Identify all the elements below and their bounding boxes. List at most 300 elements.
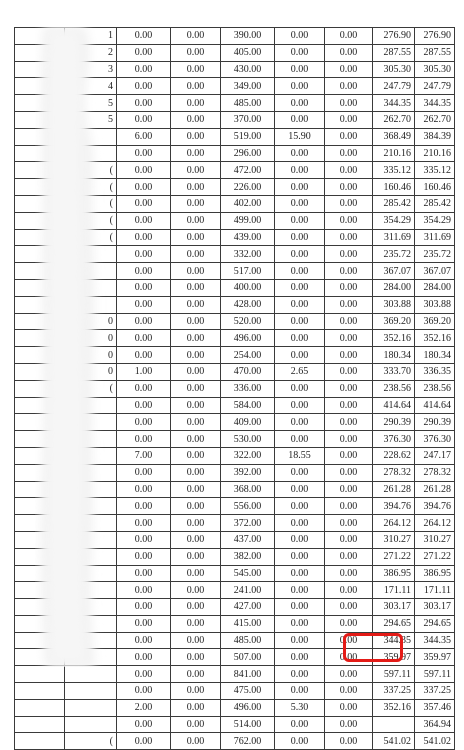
table-cell bbox=[15, 615, 65, 632]
table-cell: 0.00 bbox=[117, 464, 171, 481]
table-cell: 0.00 bbox=[117, 263, 171, 280]
table-cell: 430.00 bbox=[221, 61, 275, 78]
table-cell: 0.00 bbox=[117, 666, 171, 683]
table-cell: 0.00 bbox=[171, 380, 221, 397]
table-cell: 0.00 bbox=[171, 565, 221, 582]
table-cell: 0.00 bbox=[275, 78, 325, 95]
table-cell: 0.00 bbox=[171, 330, 221, 347]
table-cell: 0.00 bbox=[325, 548, 373, 565]
table-cell: 0.00 bbox=[171, 44, 221, 61]
table-cell: 394.76 bbox=[415, 498, 455, 515]
table-cell: 0.00 bbox=[325, 195, 373, 212]
table-cell: 0.00 bbox=[325, 397, 373, 414]
table-cell bbox=[15, 279, 65, 296]
table-row bbox=[15, 28, 455, 45]
table-row bbox=[15, 195, 455, 212]
table-cell: 7.00 bbox=[117, 447, 171, 464]
table-cell: 2 bbox=[65, 44, 117, 61]
table-cell: 382.00 bbox=[221, 548, 275, 565]
table-cell: 0.00 bbox=[117, 61, 171, 78]
table-cell bbox=[15, 296, 65, 313]
table-row bbox=[15, 128, 455, 145]
table-cell: 322.00 bbox=[221, 447, 275, 464]
table-cell: 344.35 bbox=[415, 632, 455, 649]
table-cell: 0.00 bbox=[171, 128, 221, 145]
table-cell: 2.65 bbox=[275, 363, 325, 380]
table-cell: 276.90 bbox=[415, 28, 455, 45]
table-cell: 0.00 bbox=[117, 380, 171, 397]
table-cell: 0.00 bbox=[171, 61, 221, 78]
table-cell: 0.00 bbox=[117, 548, 171, 565]
table-cell: 238.56 bbox=[373, 380, 415, 397]
table-cell: 0.00 bbox=[325, 615, 373, 632]
table-cell: 0.00 bbox=[275, 162, 325, 179]
table-row bbox=[15, 145, 455, 162]
table-cell: 0.00 bbox=[325, 683, 373, 700]
table-cell: 0.00 bbox=[117, 683, 171, 700]
table-cell: 0.00 bbox=[117, 649, 171, 666]
table-cell: 0.00 bbox=[171, 615, 221, 632]
table-cell: 0.00 bbox=[325, 498, 373, 515]
table-row bbox=[15, 447, 455, 464]
table-row bbox=[15, 649, 455, 666]
table-cell: 367.07 bbox=[415, 263, 455, 280]
table-cell: 0.00 bbox=[325, 431, 373, 448]
table-cell: 541.02 bbox=[415, 733, 455, 750]
table-cell: 472.00 bbox=[221, 162, 275, 179]
table-cell bbox=[65, 632, 117, 649]
table-cell: 0.00 bbox=[117, 414, 171, 431]
table-cell: 0.00 bbox=[275, 464, 325, 481]
data-table bbox=[14, 27, 455, 750]
table-cell: 0.00 bbox=[325, 61, 373, 78]
table-cell bbox=[15, 61, 65, 78]
table-row bbox=[15, 431, 455, 448]
table-cell: 0.00 bbox=[171, 582, 221, 599]
table-row bbox=[15, 212, 455, 229]
table-cell: 344.35 bbox=[415, 95, 455, 112]
table-cell: 0.00 bbox=[171, 263, 221, 280]
table-cell: 278.32 bbox=[415, 464, 455, 481]
table-cell bbox=[65, 481, 117, 498]
table-cell: 210.16 bbox=[415, 145, 455, 162]
table-cell: 0.00 bbox=[275, 397, 325, 414]
table-cell: 294.65 bbox=[415, 615, 455, 632]
table-cell bbox=[15, 464, 65, 481]
table-cell: 597.11 bbox=[415, 666, 455, 683]
table-cell: 0.00 bbox=[171, 313, 221, 330]
table-cell: 0.00 bbox=[117, 111, 171, 128]
table-cell: 0.00 bbox=[117, 179, 171, 196]
table-cell: 369.20 bbox=[415, 313, 455, 330]
table-cell bbox=[15, 565, 65, 582]
table-cell: 352.16 bbox=[415, 330, 455, 347]
table-cell: 0.00 bbox=[171, 733, 221, 750]
table-cell: 485.00 bbox=[221, 95, 275, 112]
table-cell: 344.35 bbox=[373, 95, 415, 112]
table-cell: 0.00 bbox=[171, 649, 221, 666]
table-cell bbox=[65, 414, 117, 431]
table-cell bbox=[15, 447, 65, 464]
table-cell: 0.00 bbox=[171, 162, 221, 179]
table-cell: 1.00 bbox=[117, 363, 171, 380]
table-cell bbox=[65, 246, 117, 263]
table-cell: 0.00 bbox=[275, 649, 325, 666]
table-cell: 0.00 bbox=[325, 313, 373, 330]
table-cell: 0.00 bbox=[275, 414, 325, 431]
table-cell: 0.00 bbox=[275, 313, 325, 330]
table-cell: 271.22 bbox=[415, 548, 455, 565]
table-cell bbox=[15, 431, 65, 448]
table-cell: 0.00 bbox=[275, 481, 325, 498]
table-cell: 305.30 bbox=[373, 61, 415, 78]
table-cell: 0.00 bbox=[117, 515, 171, 532]
table-cell bbox=[65, 531, 117, 548]
table-cell: 0.00 bbox=[325, 565, 373, 582]
table-cell: 0.00 bbox=[171, 28, 221, 45]
table-cell bbox=[65, 498, 117, 515]
table-cell: 0.00 bbox=[325, 145, 373, 162]
table-cell bbox=[65, 128, 117, 145]
table-cell: 0.00 bbox=[275, 347, 325, 364]
table-cell bbox=[15, 699, 65, 716]
table-cell: 0.00 bbox=[117, 565, 171, 582]
table-cell bbox=[373, 716, 415, 733]
table-cell: 369.20 bbox=[373, 313, 415, 330]
table-cell: 294.65 bbox=[373, 615, 415, 632]
table-cell bbox=[15, 716, 65, 733]
table-cell: 0.00 bbox=[171, 78, 221, 95]
table-cell: 394.76 bbox=[373, 498, 415, 515]
table-cell: 0 bbox=[65, 347, 117, 364]
table-cell: ( bbox=[65, 229, 117, 246]
table-cell bbox=[15, 195, 65, 212]
table-cell: 0.00 bbox=[171, 279, 221, 296]
table-cell: 171.11 bbox=[373, 582, 415, 599]
table-cell: 519.00 bbox=[221, 128, 275, 145]
table-cell bbox=[65, 699, 117, 716]
table-cell: 0.00 bbox=[325, 515, 373, 532]
table-cell: 264.12 bbox=[373, 515, 415, 532]
table-cell: 0.00 bbox=[171, 666, 221, 683]
table-cell: 2.00 bbox=[117, 699, 171, 716]
table-cell: 0.00 bbox=[117, 162, 171, 179]
table-cell: 0.00 bbox=[171, 195, 221, 212]
table-cell bbox=[15, 28, 65, 45]
table-row bbox=[15, 44, 455, 61]
table-cell: 261.28 bbox=[415, 481, 455, 498]
table-cell: 261.28 bbox=[373, 481, 415, 498]
table-cell: 0.00 bbox=[325, 246, 373, 263]
table-cell: 0.00 bbox=[171, 716, 221, 733]
table-row bbox=[15, 363, 455, 380]
table-cell: 303.17 bbox=[373, 599, 415, 616]
table-cell: 160.46 bbox=[415, 179, 455, 196]
table-cell: 337.25 bbox=[373, 683, 415, 700]
table-row bbox=[15, 279, 455, 296]
table-cell: 284.00 bbox=[415, 279, 455, 296]
table-cell bbox=[15, 414, 65, 431]
table-cell: 1 bbox=[65, 28, 117, 45]
table-cell: 247.79 bbox=[373, 78, 415, 95]
table-cell: 0.00 bbox=[117, 531, 171, 548]
table-cell: 276.90 bbox=[373, 28, 415, 45]
table-cell bbox=[15, 498, 65, 515]
table-cell: 6.00 bbox=[117, 128, 171, 145]
table-cell: 541.02 bbox=[373, 733, 415, 750]
table-cell: 0.00 bbox=[117, 296, 171, 313]
table-cell: 238.56 bbox=[415, 380, 455, 397]
table-cell: 226.00 bbox=[221, 179, 275, 196]
table-cell: 0.00 bbox=[325, 582, 373, 599]
table-row bbox=[15, 229, 455, 246]
table-cell: 210.16 bbox=[373, 145, 415, 162]
table-cell: 352.16 bbox=[373, 330, 415, 347]
table-cell: 235.72 bbox=[415, 246, 455, 263]
table-cell: 296.00 bbox=[221, 145, 275, 162]
table-cell: 354.29 bbox=[373, 212, 415, 229]
table-cell bbox=[65, 279, 117, 296]
table-cell: 392.00 bbox=[221, 464, 275, 481]
table-cell: 0.00 bbox=[325, 263, 373, 280]
table-row bbox=[15, 716, 455, 733]
table-cell: 0.00 bbox=[275, 229, 325, 246]
table-cell: ( bbox=[65, 179, 117, 196]
table-cell: 485.00 bbox=[221, 632, 275, 649]
table-cell: 0.00 bbox=[171, 179, 221, 196]
table-cell: 0.00 bbox=[325, 363, 373, 380]
table-cell: 311.69 bbox=[415, 229, 455, 246]
table-cell: 287.55 bbox=[373, 44, 415, 61]
table-row bbox=[15, 347, 455, 364]
expense-table-sheet bbox=[14, 27, 451, 750]
table-cell bbox=[15, 179, 65, 196]
table-cell: 0.00 bbox=[117, 279, 171, 296]
table-cell: 0.00 bbox=[325, 481, 373, 498]
table-cell: ( bbox=[65, 212, 117, 229]
table-cell: 5.30 bbox=[275, 699, 325, 716]
table-cell bbox=[65, 447, 117, 464]
table-cell: 0.00 bbox=[325, 296, 373, 313]
table-row bbox=[15, 565, 455, 582]
table-cell: 470.00 bbox=[221, 363, 275, 380]
table-cell: 402.00 bbox=[221, 195, 275, 212]
table-cell bbox=[15, 162, 65, 179]
table-cell: 335.12 bbox=[415, 162, 455, 179]
table-row bbox=[15, 313, 455, 330]
table-cell: 0.00 bbox=[275, 498, 325, 515]
table-cell: 5 bbox=[65, 95, 117, 112]
table-cell: 0.00 bbox=[325, 716, 373, 733]
table-cell: 262.70 bbox=[373, 111, 415, 128]
table-cell bbox=[65, 431, 117, 448]
table-cell: 3 bbox=[65, 61, 117, 78]
table-row bbox=[15, 733, 455, 750]
table-row bbox=[15, 548, 455, 565]
table-cell: 0.00 bbox=[171, 699, 221, 716]
table-cell: 0.00 bbox=[325, 330, 373, 347]
table-cell: 0.00 bbox=[325, 212, 373, 229]
table-cell bbox=[15, 229, 65, 246]
table-row bbox=[15, 632, 455, 649]
table-cell: 475.00 bbox=[221, 683, 275, 700]
table-cell: 254.00 bbox=[221, 347, 275, 364]
table-cell: 762.00 bbox=[221, 733, 275, 750]
table-cell: 0.00 bbox=[117, 431, 171, 448]
table-cell: 336.00 bbox=[221, 380, 275, 397]
table-cell: 386.95 bbox=[415, 565, 455, 582]
table-cell: 310.27 bbox=[415, 531, 455, 548]
table-row bbox=[15, 615, 455, 632]
table-cell: 368.49 bbox=[373, 128, 415, 145]
table-cell: 0.00 bbox=[275, 111, 325, 128]
table-cell: 247.17 bbox=[415, 447, 455, 464]
table-row bbox=[15, 78, 455, 95]
table-cell: 514.00 bbox=[221, 716, 275, 733]
table-cell: 0.00 bbox=[325, 229, 373, 246]
table-cell: 496.00 bbox=[221, 330, 275, 347]
table-cell bbox=[15, 363, 65, 380]
table-cell: 0.00 bbox=[171, 515, 221, 532]
table-cell: 262.70 bbox=[415, 111, 455, 128]
table-cell: 0.00 bbox=[325, 464, 373, 481]
table-cell: 428.00 bbox=[221, 296, 275, 313]
table-cell: 0.00 bbox=[325, 179, 373, 196]
table-cell: 0.00 bbox=[117, 330, 171, 347]
table-cell: 336.35 bbox=[415, 363, 455, 380]
table-cell bbox=[65, 649, 117, 666]
table-cell: 0.00 bbox=[275, 61, 325, 78]
table-cell bbox=[15, 78, 65, 95]
table-cell: 15.90 bbox=[275, 128, 325, 145]
table-cell: 180.34 bbox=[373, 347, 415, 364]
table-cell: 303.88 bbox=[415, 296, 455, 313]
table-cell: 264.12 bbox=[415, 515, 455, 532]
table-cell bbox=[15, 330, 65, 347]
table-row bbox=[15, 162, 455, 179]
table-cell bbox=[15, 347, 65, 364]
table-cell bbox=[15, 666, 65, 683]
table-cell: 439.00 bbox=[221, 229, 275, 246]
table-cell: 0.00 bbox=[171, 531, 221, 548]
table-cell: 310.27 bbox=[373, 531, 415, 548]
table-cell bbox=[15, 263, 65, 280]
table-cell: 0.00 bbox=[117, 733, 171, 750]
table-row bbox=[15, 246, 455, 263]
table-cell: 367.07 bbox=[373, 263, 415, 280]
table-cell: 0 bbox=[65, 330, 117, 347]
table-cell bbox=[15, 313, 65, 330]
table-cell bbox=[15, 397, 65, 414]
table-row bbox=[15, 498, 455, 515]
table-row bbox=[15, 464, 455, 481]
table-cell bbox=[15, 95, 65, 112]
table-cell: 597.11 bbox=[373, 666, 415, 683]
table-cell bbox=[65, 515, 117, 532]
table-cell bbox=[15, 380, 65, 397]
table-row bbox=[15, 666, 455, 683]
table-cell: 332.00 bbox=[221, 246, 275, 263]
table-cell: 0.00 bbox=[275, 683, 325, 700]
table-cell bbox=[15, 599, 65, 616]
table-cell: 359.97 bbox=[373, 649, 415, 666]
table-row bbox=[15, 531, 455, 548]
table-cell: 285.42 bbox=[415, 195, 455, 212]
table-cell: ( bbox=[65, 733, 117, 750]
table-cell: 171.11 bbox=[415, 582, 455, 599]
table-cell: 0.00 bbox=[275, 195, 325, 212]
table-cell: 0.00 bbox=[275, 531, 325, 548]
table-cell: 0.00 bbox=[275, 716, 325, 733]
table-cell: 303.17 bbox=[415, 599, 455, 616]
table-cell bbox=[15, 531, 65, 548]
table-cell: 0.00 bbox=[117, 95, 171, 112]
table-cell: 0.00 bbox=[325, 111, 373, 128]
table-cell: 160.46 bbox=[373, 179, 415, 196]
table-cell: 0.00 bbox=[275, 179, 325, 196]
table-cell: 584.00 bbox=[221, 397, 275, 414]
table-cell: 0.00 bbox=[275, 565, 325, 582]
table-cell: 0.00 bbox=[117, 212, 171, 229]
table-row bbox=[15, 380, 455, 397]
table-cell: 352.16 bbox=[373, 699, 415, 716]
table-cell: 337.25 bbox=[415, 683, 455, 700]
table-cell: 0.00 bbox=[117, 615, 171, 632]
table-cell bbox=[65, 145, 117, 162]
table-cell: 0.00 bbox=[171, 414, 221, 431]
table-cell bbox=[15, 145, 65, 162]
table-cell: 414.64 bbox=[373, 397, 415, 414]
table-cell bbox=[15, 515, 65, 532]
table-cell: 0.00 bbox=[325, 347, 373, 364]
table-cell bbox=[65, 716, 117, 733]
table-cell bbox=[65, 296, 117, 313]
table-cell bbox=[15, 582, 65, 599]
table-cell bbox=[15, 246, 65, 263]
table-cell: 0.00 bbox=[171, 481, 221, 498]
table-cell: 0.00 bbox=[325, 279, 373, 296]
table-cell: 349.00 bbox=[221, 78, 275, 95]
table-cell: 0.00 bbox=[325, 447, 373, 464]
table-cell: 520.00 bbox=[221, 313, 275, 330]
table-cell: ( bbox=[65, 195, 117, 212]
table-cell bbox=[65, 615, 117, 632]
table-cell: ( bbox=[65, 380, 117, 397]
table-cell: 0.00 bbox=[117, 229, 171, 246]
table-row bbox=[15, 515, 455, 532]
table-cell: 0.00 bbox=[275, 145, 325, 162]
table-cell: 0 bbox=[65, 363, 117, 380]
table-cell: ( bbox=[65, 162, 117, 179]
table-cell: 0.00 bbox=[325, 128, 373, 145]
table-cell: 0.00 bbox=[275, 431, 325, 448]
table-cell: 427.00 bbox=[221, 599, 275, 616]
table-cell: 0.00 bbox=[275, 615, 325, 632]
table-cell: 0.00 bbox=[171, 447, 221, 464]
table-row bbox=[15, 179, 455, 196]
table-cell: 0.00 bbox=[325, 599, 373, 616]
table-cell: 0.00 bbox=[171, 548, 221, 565]
table-cell: 530.00 bbox=[221, 431, 275, 448]
table-row bbox=[15, 414, 455, 431]
table-cell: 414.64 bbox=[415, 397, 455, 414]
table-cell: 0.00 bbox=[171, 464, 221, 481]
table-cell bbox=[65, 582, 117, 599]
table-cell: 0.00 bbox=[275, 28, 325, 45]
table-body bbox=[15, 28, 455, 750]
table-cell: 0.00 bbox=[325, 44, 373, 61]
table-cell bbox=[15, 212, 65, 229]
